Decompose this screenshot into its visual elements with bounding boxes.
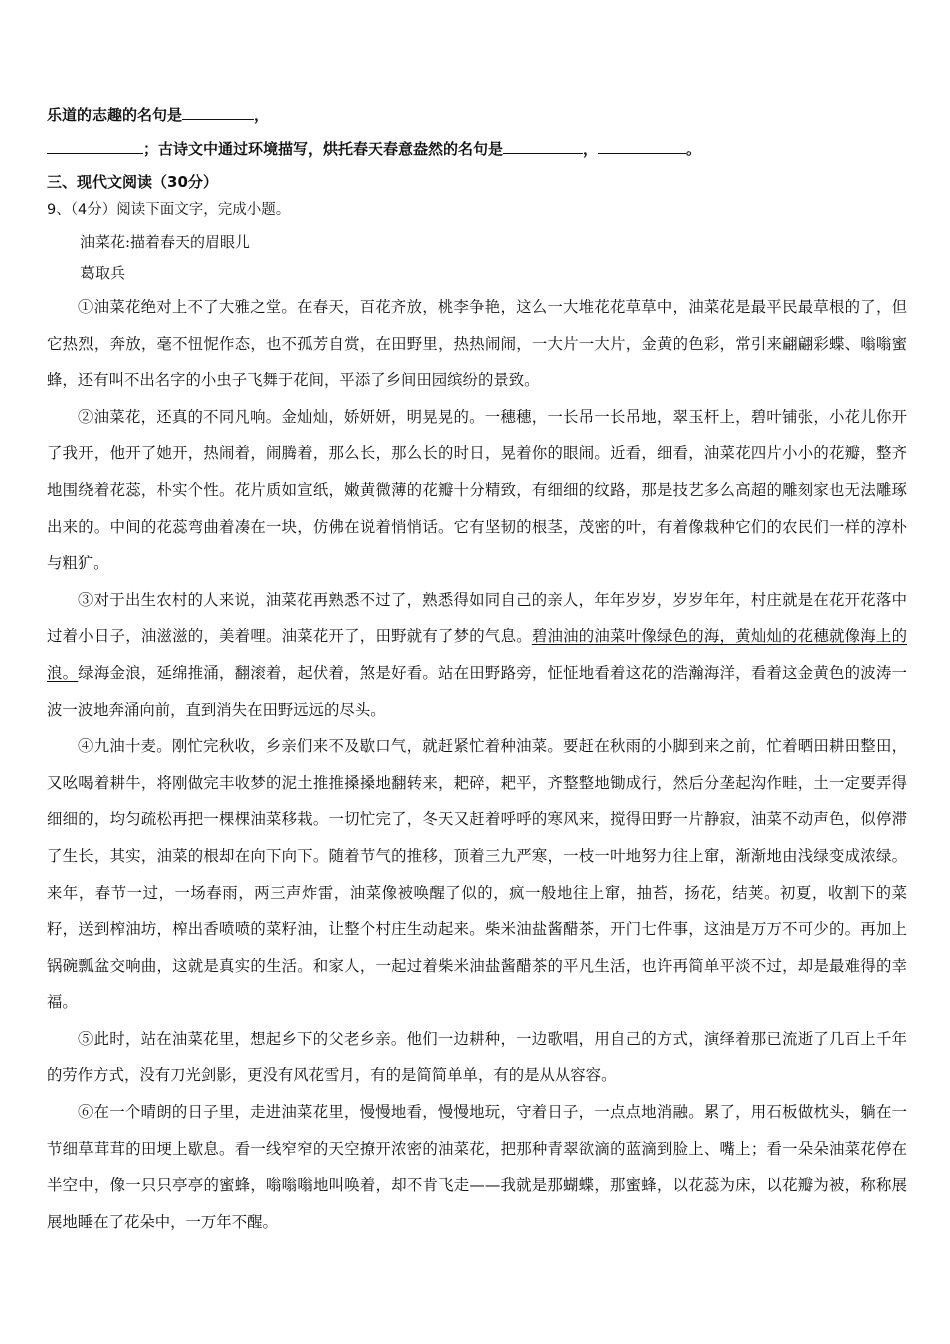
- paragraph-2: ②油菜花，还真的不同凡响。金灿灿，娇妍妍，明晃晃的。一穗穗，一长吊一长吊地，翠玉杆上，碧叶铺张，小花儿你开了我开，他开了她开，热闹着，闹腾着，那么长，那么长的时日，晃着你的眼闹。近看，细看，油菜花四片小小的花瓣，整齐地围绕着花蕊，朴实个性。花片质如宣纸，嫩黄微薄的花瓣十分精致，有细细的纹路，那是技艺多么高超的雕刻家也无法雕琢出来的。中间的花蕊弯曲着凑在一块，仿佛在说着悄悄话。它有坚韧的根茎，茂密的叶，有着像栽种它们的农民们一样的淳朴与粗犷。: [47, 407, 907, 573]
- period: 。: [686, 140, 702, 158]
- fill-in-line-1: [47, 104, 269, 125]
- fill-in-prompt-1: 乐道的志趣的名句是: [47, 106, 183, 124]
- article-body: [47, 289, 907, 1240]
- paragraph-6: ⑥在一个晴朗的日子里，走进油菜花里，慢慢地看，慢慢地玩，守着日子，一点点地消融。累了，用石板做枕头，躺在一节细草茸茸的田埂上歇息。看一线窄窄的天空撩开浓密的油菜花，把那种青翠欲滴的蓝滴到脸上、嘴上；看一朵朵油菜花停在半空中，像一只只亭亭的蜜蜂，嗡嗡嗡地叫唤着，却不肯飞走——我就是那蝴蝶，那蜜蜂，以花蕊为床，以花瓣为被，称称展展地睡在了花朵中，一万年不醒。: [47, 1103, 907, 1231]
- comma: ，: [254, 106, 270, 124]
- fill-in-line-2: [47, 138, 701, 159]
- answer-blank-3[interactable]: [503, 139, 583, 154]
- underlined-sentence: 碧油油的油菜叶像绿色的海，黄灿灿的花穗就像海上的浪。: [47, 627, 907, 682]
- answer-blank-1[interactable]: [182, 105, 254, 120]
- paragraph-3: [47, 582, 907, 728]
- article-author: 葛取兵: [80, 264, 126, 282]
- paragraph-5: ⑤此时，站在油菜花里，想起乡下的父老乡亲。他们一边耕种，一边歌唱，用自己的方式，演绎着那已流逝了几百上千年的劳作方式，没有刀光剑影，更没有风花雪月，有的是简简单单，有的是从从容容。: [47, 1029, 907, 1085]
- comma: ，: [583, 140, 599, 158]
- paragraph-4: ④九油十麦。刚忙完秋收，乡亲们来不及歇口气，就赶紧忙着种油菜。要赶在秋雨的小脚到来之前，忙着晒田耕田整田，又吆喝着耕牛，将刚做完丰收梦的泥土推推搡搡地翻转来，耙碎，耙平，齐整整地锄成行，然后分垄起沟作畦，土一定要弄得细细的，均匀疏松再把一棵棵油菜移栽。一切忙完了，冬天又赶着呼呼的寒风来，搅得田野一片静寂，油菜不动声色，似停滞了生长，其实，油菜的根却在向下向下。随着节气的推移，顶着三九严寒，一枝一叶地努力往上窜，渐渐地由浅绿变成浓绿。来年，春节一过，一场春雨，两三声炸雷，油菜像被唤醒了似的，疯一般地往上窜，抽苔，扬花，结荚。初夏，收割下的菜籽，送到榨油坊，榨出香喷喷的菜籽油，让整个村庄生动起来。柴米油盐酱醋茶，开门七件事，这油是万万不可少的。再加上锅碗瓢盆交响曲，这就是真实的生活。和家人，一起过着柴米油盐酱醋茶的平凡生活，也许再简单平淡不过，却是最难得的幸福。: [47, 737, 907, 1012]
- question-prompt: 9、（4分）阅读下面文字，完成小题。: [47, 202, 291, 218]
- paragraph-3-start: ③对于出生农村的人来说，油菜花再熟悉不过了，熟悉得如同自己的亲人，年年岁岁，岁岁年年，村庄就是在花开花落中过着小日子，油滋滋的，美着哩。油菜花开了，田野就有了梦的气息。: [47, 590, 907, 646]
- article-title: 油菜花:描着春天的眉眼儿: [80, 233, 251, 251]
- paragraph-3-end: 绿海金浪，延绵推涌，翻滚着，起伏着，煞是好看。站在田野路旁，怔怔地看着这花的浩瀚海洋，看着这金黄色的波涛一波一波地奔涌向前，直到消失在田野远远的尽头。: [47, 663, 907, 719]
- section-heading: 三、现代文阅读（30分）: [47, 173, 218, 191]
- answer-blank-2[interactable]: [47, 139, 143, 154]
- answer-blank-4[interactable]: [598, 139, 686, 154]
- fill-in-prompt-2: ；古诗文中通过环境描写，烘托春天春意盎然的名句是: [143, 140, 504, 158]
- paragraph-1: ①油菜花绝对上不了大雅之堂。在春天，百花齐放，桃李争艳，这么一大堆花花草草中，油菜花是最平民最草根的了，但它热烈，奔放，毫不忸怩作态，也不孤芳自赏，在田野里，热热闹闹，一大片一大片，金黄的色彩，常引来翩翩彩蝶、嗡嗡蜜蜂，还有叫不出名字的小虫子飞舞于花间，平添了乡间田园缤纷的景致。: [47, 298, 907, 390]
